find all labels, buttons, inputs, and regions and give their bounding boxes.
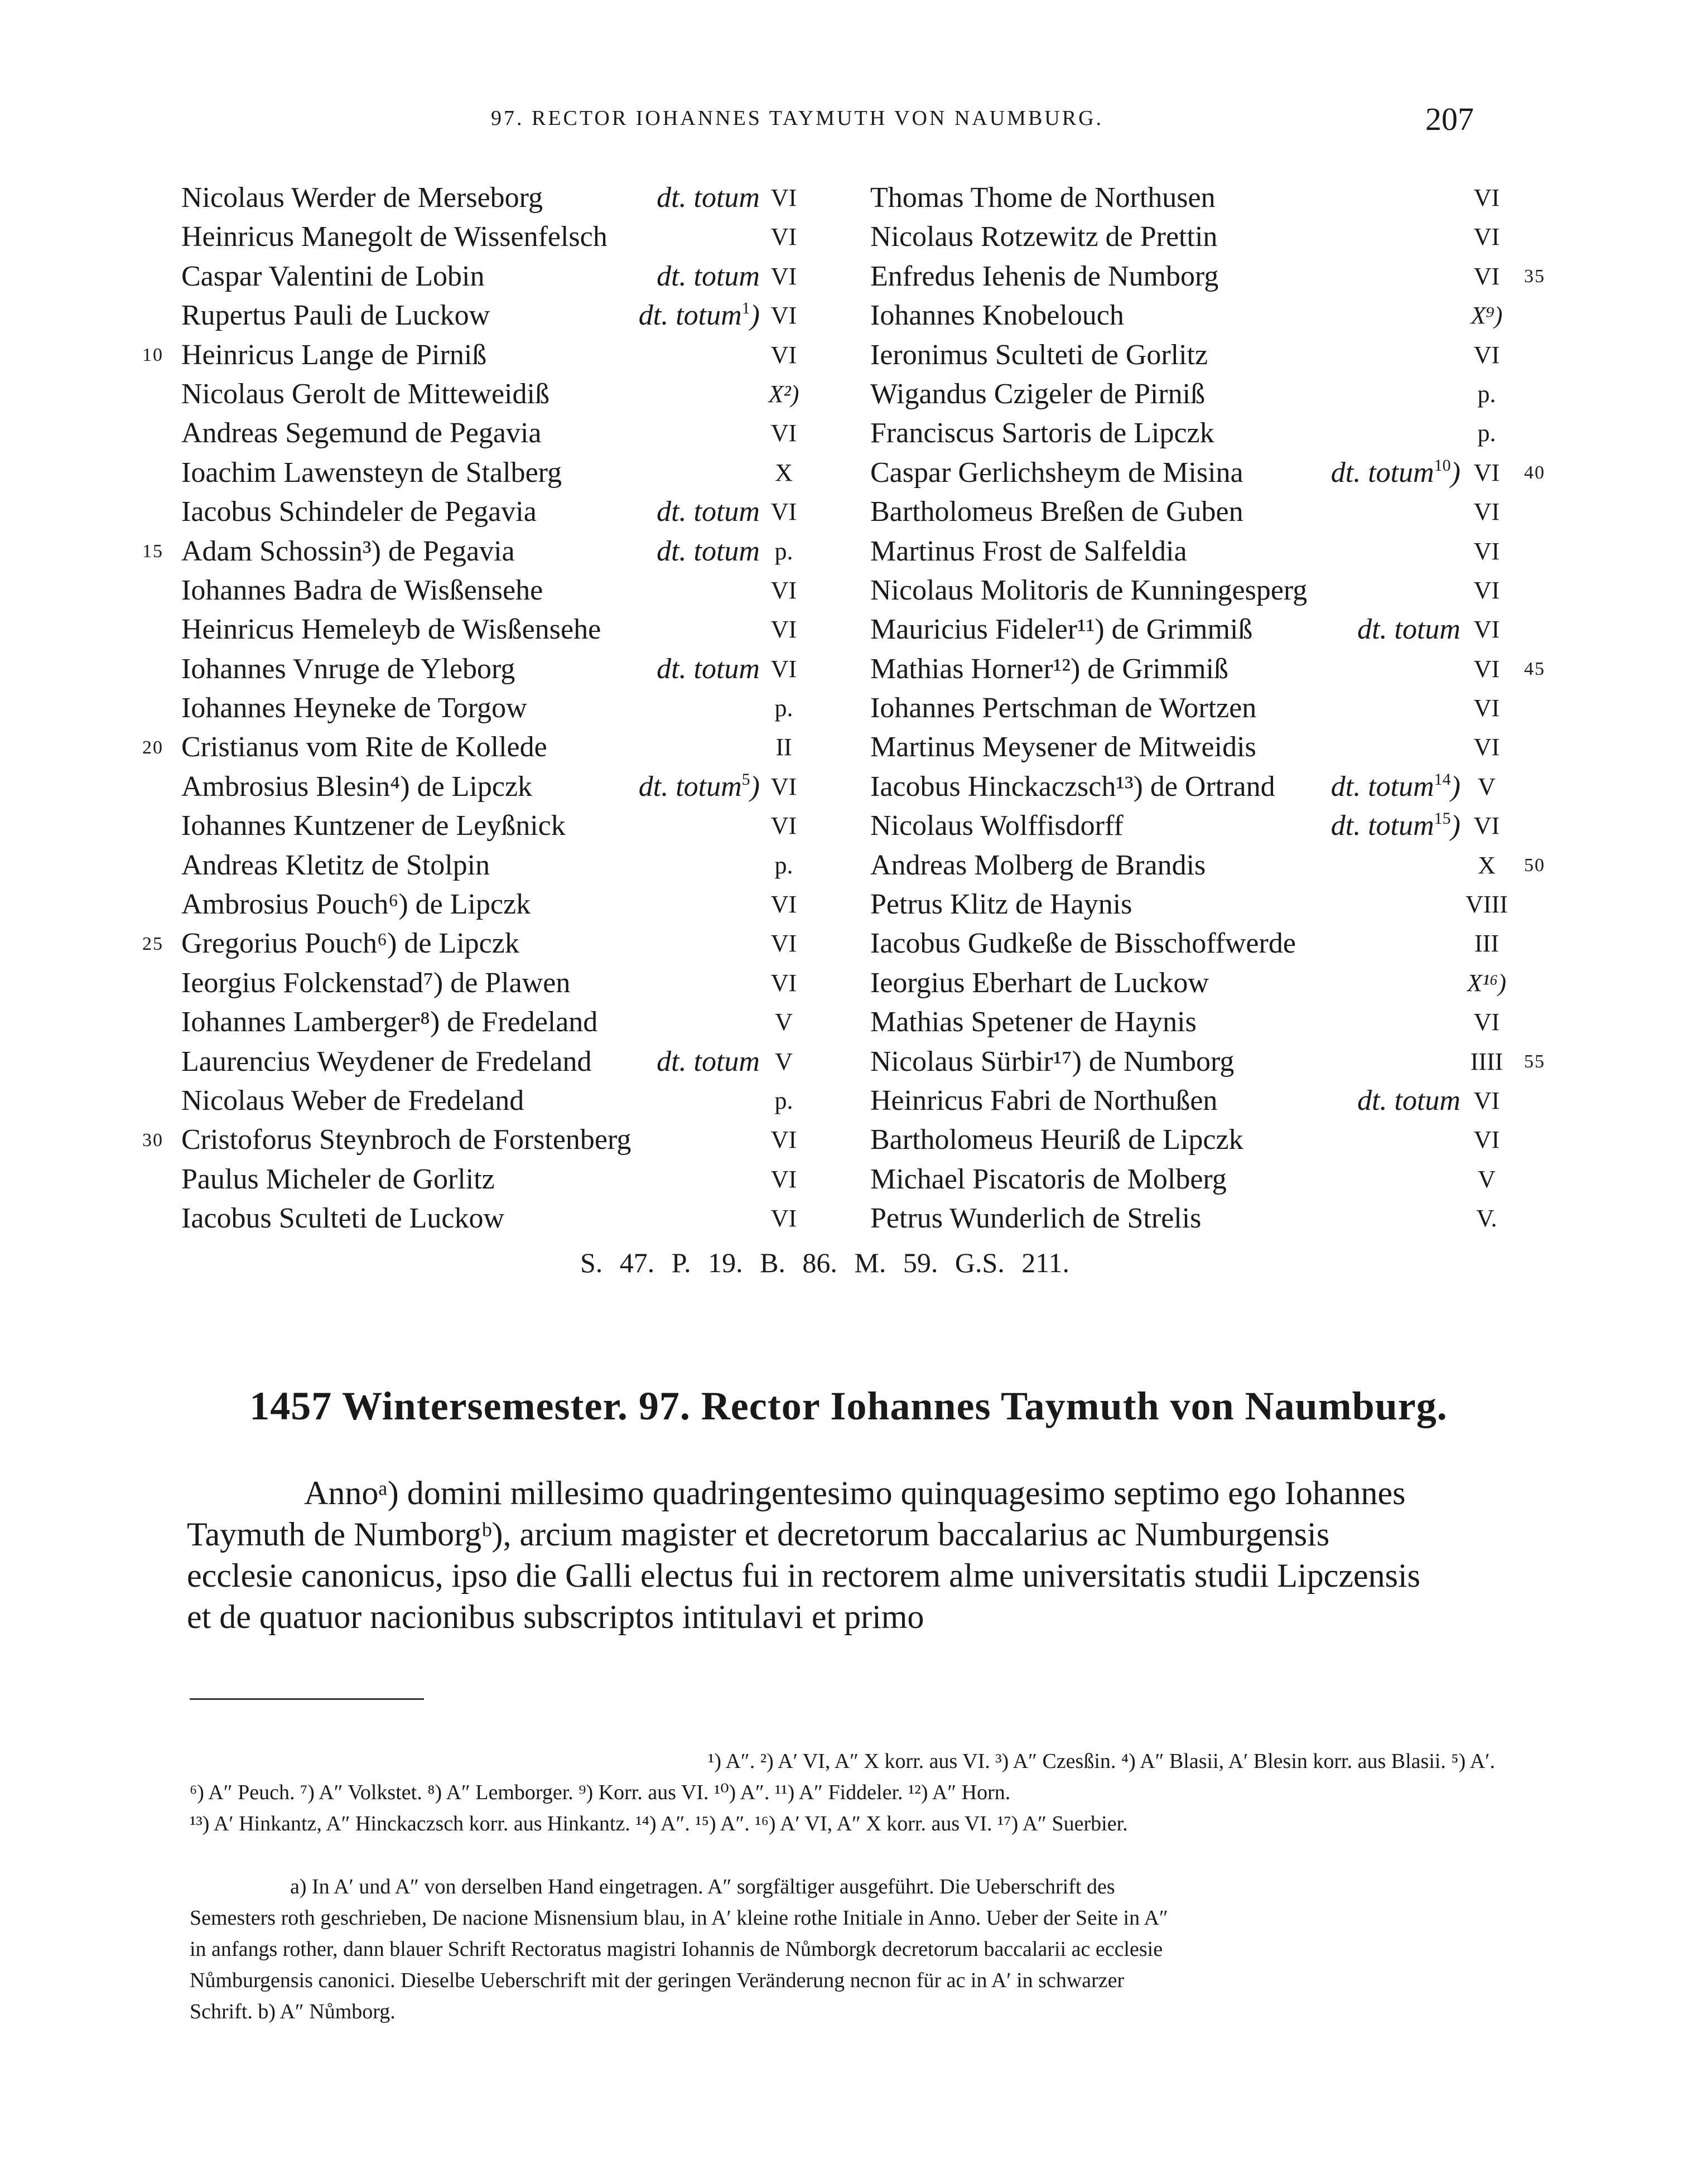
register-entry [181,964,803,1003]
fee-grade: VI [1473,223,1500,251]
enrollment-summary: S. 47. P. 19. B. 86. M. 59. G.S. 211. [580,1247,1069,1278]
register-entry [181,492,803,531]
student-name: Nicolaus Molitoris de Kunningesperg [870,574,1308,606]
student-name: Mauricius Fideler¹¹) de Grimmiß [870,613,1253,646]
register-entry [181,885,803,924]
fee-grade: VI [1473,341,1500,369]
student-name: Martinus Meysener de Mitweidis [870,731,1256,764]
register-entry [181,414,803,453]
register-entry [870,728,1512,767]
register-entry [870,296,1512,335]
student-name: Iohannes Heyneke de Torgow [181,692,527,724]
apparatus-line: Semesters roth geschrieben, De nacione Misnensium blau, in A′ kleine rothe Initiale in Anno. Ueber der Seite in A″ [190,1906,1168,1930]
footnote-ref: 5 [741,770,750,789]
line-number: 10 [142,344,163,365]
footnote-line: ¹³) A′ Hinkantz, A″ Hinckaczsch korr. aus Hinkantz. ¹⁴) A″. ¹⁵) A″. ¹⁶) A′ VI, A″ X korr. aus VI. ¹⁷) A″ Suerbier. [190,1812,1128,1835]
page-header [0,100,1697,145]
register-entry [870,964,1512,1003]
fee-grade: VI [770,969,797,997]
student-name: Nicolaus Wolffisdorff [870,810,1124,842]
student-name: Heinricus Hemeleyb de Wisßensehe [181,613,601,646]
fee-grade: VI [1473,1126,1500,1154]
register-entry [870,532,1512,571]
register-entry [870,178,1512,218]
student-name: Enfredus Iehenis de Numborg [870,260,1219,292]
student-name: Cristoforus Steynbroch de Forstenberg [181,1124,631,1156]
payment-note: dt. totum [657,496,760,528]
register-entry [870,610,1512,649]
register-entry [870,689,1512,728]
student-name: Iohannes Badra de Wisßensehe [181,574,543,606]
fee-grade: p. [774,1086,793,1114]
line-number: 25 [142,933,163,954]
student-name: Nicolaus Weber de Fredeland [181,1084,524,1117]
register-entry [181,571,803,610]
register-entry [870,924,1512,963]
fee-grade: X [775,458,793,486]
student-name: Andreas Kletitz de Stolpin [181,849,490,881]
fee-grade: V [1478,1165,1496,1193]
page-number: 207 [1425,101,1474,137]
fee-grade: p. [1477,419,1496,447]
running-title: 97. RECTOR IOHANNES TAYMUTH VON NAUMBURG. [491,107,1104,130]
student-name: Andreas Molberg de Brandis [870,849,1206,881]
student-name: Nicolaus Werder de Merseborg [181,182,543,214]
student-name: Iohannes Pertschman de Wortzen [870,692,1257,724]
payment-note: dt. totum [1357,1084,1460,1117]
register-entry [870,218,1512,257]
payment-note: dt. totum$^{15}$) [1330,809,1460,842]
register-entry [181,728,803,767]
student-name: Ioachim Lawensteyn de Stalberg [181,456,562,489]
footnotes [190,1746,1495,1839]
fee-grade: VI [770,302,797,330]
fee-grade: VI [770,772,797,800]
student-name: Franciscus Sartoris de Lipczk [870,417,1214,450]
line-number: 40 [1524,462,1545,483]
payment-note: dt. totum [657,653,760,685]
register-entry [870,1042,1512,1081]
apparatus-line: Schrift. b) A″ Nůmborg. [190,2000,396,2023]
payment-note: dt. totum [1357,613,1460,646]
fee-grade: VI [1473,733,1500,761]
student-name: Adam Schossin³) de Pegavia [181,535,515,567]
semester-heading: 1457 Wintersemester. 97. Rector Iohannes Taymuth von Naumburg. [249,1384,1448,1428]
footnote-line: ¹) A″. ²) A′ VI, A″ X korr. aus VI. ³) A″ Czesßin. ⁴) A″ Blasii, A′ Blesin korr. aus Blasii. ⁵) A′. [708,1750,1495,1773]
payment-note: dt. totum$^{14}$) [1330,770,1460,803]
left-column-list [181,178,803,1239]
student-name: Martinus Frost de Salfeldia [870,535,1187,567]
student-name: Mathias Horner¹²) de Grimmiß [870,653,1229,685]
student-name: Andreas Segemund de Pegavia [181,417,542,450]
fee-grade: VI [770,184,797,211]
fee-grade: VI [770,930,797,958]
student-name: Ieorgius Folckenstad⁷) de Plawen [181,967,571,999]
student-name: Caspar Valentini de Lobin [181,260,485,292]
fee-grade: VI [770,419,797,447]
register-entry [870,1003,1512,1042]
student-name: Wigandus Czigeler de Pirniß [870,378,1206,410]
fee-grade: p. [774,694,793,722]
register-entry [181,375,803,414]
fee-grade: VI [770,1205,797,1233]
paragraph-line: Taymuth de Numborgᵇ), arcium magister et decretorum baccalarius ac Numburgensis [187,1516,1330,1553]
paragraph-line: ecclesie canonicus, ipso die Galli electus fui in rectorem alme universitatis studii Lipczensis [187,1557,1420,1594]
line-number: 55 [1524,1051,1545,1072]
student-name: Heinricus Fabri de Northußen [870,1084,1218,1117]
fee-grade: VI [1473,576,1500,604]
fee-grade: p. [774,537,793,565]
student-name: Michael Piscatoris de Molberg [870,1163,1227,1195]
student-name: Iacobus Hinckaczsch¹³) de Ortrand [870,770,1275,803]
register-entry [181,650,803,689]
fee-grade: VI [1473,1086,1500,1114]
payment-note: dt. totum$^5$) [638,770,760,803]
student-name: Iacobus Sculteti de Luckow [181,1202,505,1235]
student-name: Thomas Thome de Northusen [870,182,1216,214]
register-entry [181,689,803,728]
register-entry [181,1160,803,1199]
line-number: 50 [1524,854,1545,876]
register-entry [181,532,803,571]
register-entry [870,1120,1512,1159]
register-entry [870,336,1512,375]
fee-grade: V. [1476,1205,1497,1233]
register-entry [181,453,803,492]
student-name: Iohannes Knobelouch [870,299,1124,332]
register-entry [181,1042,803,1081]
register-entry [181,336,803,375]
register-entry [181,1081,803,1120]
student-name: Iacobus Gudkeße de Bisschoffwerde [870,927,1296,960]
footnote-ref: 14 [1434,770,1451,789]
footnote-ref: 15 [1434,809,1451,828]
fee-grade: VI [1473,458,1500,486]
student-name: Iacobus Schindeler de Pegavia [181,496,537,528]
student-name: Ieorgius Eberhart de Luckow [870,967,1209,999]
student-name: Nicolaus Rotzewitz de Prettin [870,221,1218,253]
fee-grade: VI [1473,262,1500,290]
fee-grade: VIII [1465,891,1508,919]
register-entry [870,1081,1512,1120]
fee-grade: V [775,1047,793,1075]
apparatus-line: a) In A′ und A″ von derselben Hand eingetragen. A″ sorgfältiger ausgeführt. Die Ueberschrift des [290,1875,1115,1898]
fee-grade: VI [770,223,797,251]
fee-grade: VI [1473,184,1500,211]
fee-grade: VI [770,891,797,919]
student-name: Nicolaus Gerolt de Mitteweidiß [181,378,549,410]
student-name: Gregorius Pouch⁶) de Lipczk [181,927,519,960]
register-entry [181,1120,803,1159]
footnote-ref: 10 [1434,456,1451,475]
student-name: Laurencius Weydener de Fredeland [181,1045,592,1077]
line-number: 20 [142,737,163,758]
fee-grade: VI [1473,694,1500,722]
register-entry [181,610,803,649]
fee-grade: VI [770,1165,797,1193]
fee-grade: V [775,1008,793,1036]
register-entry [181,924,803,963]
student-name: Ieronimus Sculteti de Gorlitz [870,339,1208,371]
line-number: 35 [1524,265,1545,287]
register-entry [870,650,1512,689]
register-entry [870,1160,1512,1199]
register-entry [181,767,803,806]
fee-grade: X¹⁶) [1467,969,1507,997]
student-name: Cristianus vom Rite de Kollede [181,731,547,764]
intro-paragraph [187,1472,1489,1637]
fee-grade: VI [770,1126,797,1154]
register-entry [870,571,1512,610]
fee-grade: VI [770,341,797,369]
register-entry [870,492,1512,531]
student-name: Iohannes Kuntzener de Leyßnick [181,810,566,842]
fee-grade: X²) [768,380,799,408]
line-number: 45 [1524,658,1545,679]
fee-grade: VI [770,576,797,604]
student-name: Iohannes Lamberger⁸) de Fredeland [181,1006,598,1038]
line-number: 30 [142,1129,163,1151]
register-entry [181,257,803,296]
register-entry [870,846,1512,885]
student-name: Paulus Micheler de Gorlitz [181,1163,495,1195]
fee-grade: VI [1473,655,1500,683]
payment-note: dt. totum [657,1045,760,1077]
register-entry [870,375,1512,414]
student-name: Bartholomeus Heuriß de Lipczk [870,1124,1243,1156]
footnote-ref: 1 [741,299,750,318]
paragraph-line: Annoᵃ) domini millesimo quadringentesimo quinquagesimo septimo ego Iohannes [304,1475,1406,1511]
critical-apparatus [190,1871,1495,2027]
fee-grade: p. [774,851,793,879]
student-name: Ambrosius Pouch⁶) de Lipczk [181,888,531,921]
register-entry [181,1003,803,1042]
student-name: Heinricus Lange de Pirniß [181,339,487,371]
student-name: Caspar Gerlichsheym de Misina [870,456,1243,489]
fee-grade: IIII [1470,1047,1503,1075]
register-entry [870,1199,1512,1238]
fee-grade: VI [1473,812,1500,840]
student-name: Heinricus Manegolt de Wissenfelsch [181,221,608,253]
fee-grade: VI [770,498,797,526]
register-entry [870,453,1512,492]
fee-grade: X⁹) [1471,302,1503,330]
paragraph-line: et de quatuor nacionibus subscriptos intitulavi et primo [187,1598,924,1635]
fee-grade: VI [1473,1008,1500,1036]
payment-note: dt. totum$^1$) [638,299,760,332]
register-entry [181,218,803,257]
apparatus-line: Nůmburgensis canonici. Dieselbe Ueberschrift mit der geringen Veränderung necnon für ac in A′ in schwarzer [190,1969,1125,1992]
student-name: Nicolaus Sürbir¹⁷) de Numborg [870,1045,1235,1077]
student-name: Bartholomeus Breßen de Guben [870,496,1243,528]
register-entry [870,414,1512,453]
student-name: Petrus Klitz de Haynis [870,888,1132,921]
register-entry [181,296,803,335]
fee-grade: VI [1473,498,1500,526]
register-entry [870,885,1512,924]
register-entry [870,767,1512,806]
payment-note: dt. totum [657,535,760,567]
student-name: Iohannes Vnruge de Yleborg [181,653,515,685]
student-name: Ambrosius Blesin⁴) de Lipczk [181,770,533,803]
fee-grade: VI [770,616,797,644]
fee-grade: VI [770,812,797,840]
fee-grade: p. [1477,380,1496,408]
right-column-list [870,178,1512,1239]
fee-grade: VI [770,262,797,290]
fee-grade: VI [770,655,797,683]
fee-grade: V [1478,772,1496,800]
register-entry [870,257,1512,296]
line-number: 15 [142,540,163,562]
fee-grade: VI [1473,537,1500,565]
student-name: Mathias Spetener de Haynis [870,1006,1197,1038]
apparatus-line: in anfangs rother, dann blauer Schrift Rectoratus magistri Iohannis de Nůmborgk decretorum baccalarii ac ecclesie [190,1937,1163,1961]
payment-note: dt. totum [657,260,760,292]
register-entry [181,806,803,845]
register-entry [181,178,803,218]
fee-grade: VI [1473,616,1500,644]
fee-grade: X [1478,851,1496,879]
payment-note: dt. totum$^{10}$) [1330,456,1460,489]
footnote-divider [190,1698,424,1700]
student-name: Petrus Wunderlich de Strelis [870,1202,1202,1235]
payment-note: dt. totum [657,182,760,214]
register-entry [181,846,803,885]
student-name: Rupertus Pauli de Luckow [181,299,490,332]
register-entry [181,1199,803,1238]
fee-grade: III [1474,930,1499,958]
footnote-line: ⁶) A″ Peuch. ⁷) A″ Volkstet. ⁸) A″ Lemborger. ⁹) Korr. aus VI. ¹⁰) A″. ¹¹) A″ Fiddeler. ¹²) A″ Horn. [190,1781,1011,1804]
register-entry [870,806,1512,845]
fee-grade: II [775,733,792,761]
